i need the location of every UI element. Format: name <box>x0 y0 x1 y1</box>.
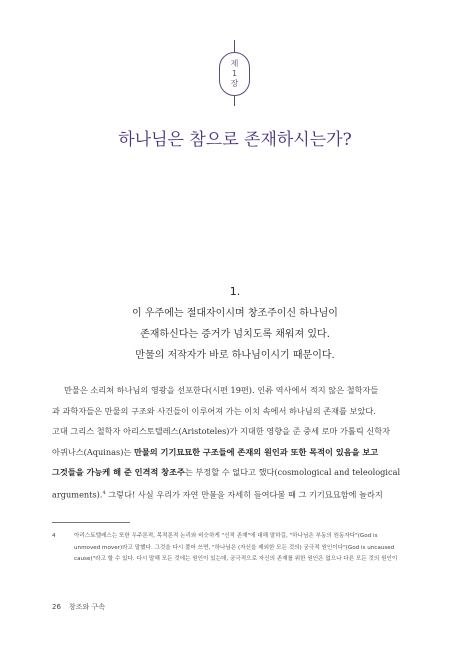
body-line <box>52 483 426 505</box>
footnote-line: cause)"라고 할 수 있다. 다시 말해 모든 것에는 원인이 있는데, 궁극적으로 자신의 존재를 위한 원인은 없으나 다른 모든 것의 원인이 <box>74 556 398 562</box>
chapter-badge <box>219 52 250 96</box>
body-text-run: 아퀴나스(Aquinas)는 <box>52 446 134 457</box>
body-emphasis: 그것들을 가능케 해 준 인격적 창조주 <box>52 467 185 477</box>
thesis-line: 이 우주에는 절대자이시며 창조주이신 하나님이 <box>132 308 338 319</box>
thesis-line: 존재하신다는 증거가 넘치도록 채워져 있다. <box>140 329 330 340</box>
body-text-run: arguments). <box>52 489 103 500</box>
footnote-body <box>74 531 426 566</box>
section-number: 1. <box>229 285 241 298</box>
footnote <box>52 531 426 566</box>
body-line <box>52 442 426 463</box>
page-footer <box>52 602 113 612</box>
body-line: 과 과학자들은 만물의 구조와 사건들이 이루어져 가는 이치 속에서 하나님의 존재를 보았다. <box>52 405 376 416</box>
body-line: 만물은 소리쳐 하나님의 영광을 선포한다(시편 19편). 인류 역사에서 적지 않은 철학자들 <box>64 385 379 395</box>
body-line <box>52 462 426 483</box>
footnote-divider <box>52 522 130 523</box>
section-thesis <box>0 303 470 366</box>
footnote-number: 4 <box>52 533 56 539</box>
footnote-line: 아리스토텔레스는 또한 우주론적, 목적론적 논리와 비슷하게 "신적 존재"에 대해 말하길, "하나님은 부동의 원동자다"(God is <box>74 533 378 539</box>
body-paragraph <box>52 380 426 505</box>
chapter-badge-number: 1 <box>231 69 238 78</box>
body-line: 고대 그리스 철학자 아리스토텔레스(Aristoteles)가 지대한 영향을 준 중세 로마 가톨릭 신학자 <box>52 426 391 436</box>
book-title: 창조와 구속 <box>68 603 105 611</box>
footnote-line: unmoved mover)라고 말했다. 그것을 다시 풀어 쓰면, "하나님은 (자신을 제외한 모든 것의) 궁극적 원인이다"(God is uncaused <box>74 544 395 551</box>
body-emphasis: 만물의 기기묘묘한 구조들에 존재의 원인과 또한 목적이 있음을 보고 <box>133 446 379 457</box>
chapter-badge-suffix: 장 <box>230 79 239 88</box>
thesis-line: 만물의 저작자가 바로 하나님이시기 때문이다. <box>135 350 335 361</box>
footnote-reference[interactable]: 4 <box>102 489 106 496</box>
body-text-run: 는 부정할 수 없다고 했다(cosmological and teleological <box>184 467 401 477</box>
page-number: 26 <box>52 603 61 611</box>
chapter-badge-prefix: 제 <box>230 59 239 68</box>
chapter-title: 하나님은 참으로 존재하시는가? <box>118 130 352 150</box>
body-text-run: 그렇다! 사실 우리가 자연 만물을 자세히 들여다볼 때 그 기기묘묘함에 놀라지 <box>105 489 383 500</box>
chapter-badge-line-bottom <box>234 96 235 106</box>
chapter-badge-line-top <box>234 40 235 52</box>
